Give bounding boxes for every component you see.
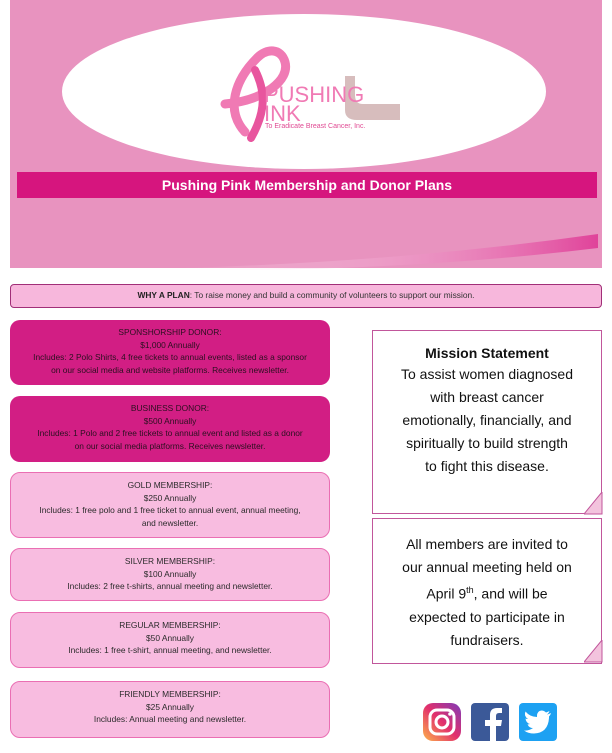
plan-includes: Includes: Annual meeting and newsletter. bbox=[93, 714, 247, 724]
plan-price: $250 Annually bbox=[143, 492, 197, 503]
mission-line: spiritually to build strength bbox=[406, 435, 568, 451]
mission-line: to fight this disease. bbox=[425, 458, 549, 474]
plan-includes: Includes: 1 free polo and 1 free ticket to annual event, annual meeting, bbox=[39, 505, 301, 515]
plan-card-business bbox=[10, 396, 330, 462]
mission-statement-box bbox=[372, 330, 602, 514]
plan-includes: and newsletter. bbox=[141, 517, 199, 528]
plan-includes: on our social media and website platforms. Receives newsletter. bbox=[51, 364, 289, 375]
decorative-swoosh bbox=[180, 226, 600, 276]
page-title: Pushing Pink Membership and Donor Plans bbox=[161, 177, 453, 193]
plan-price: $500 Annually bbox=[143, 415, 197, 426]
plan-includes: Includes: 2 Polo Shirts, 4 free tickets to annual events, listed as a sponsor bbox=[33, 352, 307, 362]
plan-card-gold bbox=[10, 472, 330, 538]
facebook-icon[interactable] bbox=[470, 702, 510, 742]
plan-card-silver bbox=[10, 548, 330, 601]
instagram-icon[interactable] bbox=[422, 702, 462, 742]
plan-card-sponsorship bbox=[10, 320, 330, 385]
plan-name: FRIENDLY MEMBERSHIP: bbox=[119, 689, 221, 699]
plan-includes: Includes: 2 free t-shirts, annual meeting and newsletter. bbox=[67, 581, 273, 591]
invite-line: All members are invited to bbox=[406, 536, 568, 552]
twitter-icon[interactable] bbox=[518, 702, 558, 742]
page-curl-icon bbox=[584, 640, 604, 664]
plan-price: $50 Annually bbox=[146, 632, 194, 643]
plan-includes: Includes: 1 free t-shirt, annual meeting, and newsletter. bbox=[68, 645, 272, 655]
mission-line: emotionally, financially, and bbox=[402, 412, 572, 428]
plan-includes: on our social media platforms. Receives newsletter. bbox=[74, 440, 266, 451]
logo-text-ink: INK bbox=[264, 101, 301, 126]
mission-title: Mission Statement bbox=[425, 345, 549, 361]
why-a-plan-box bbox=[10, 284, 602, 308]
invite-line: April 9th, and will be bbox=[426, 585, 548, 602]
invite-line: expected to participate in bbox=[409, 608, 565, 625]
plan-name: SILVER MEMBERSHIP: bbox=[124, 556, 216, 566]
logo-text-pushing: PUSHING bbox=[264, 82, 365, 107]
plan-includes: Includes: 1 Polo and 2 free tickets to annual event and listed as a donor bbox=[37, 428, 303, 438]
mission-line: To assist women diagnosed bbox=[401, 366, 573, 382]
plan-price: $1,000 Annually bbox=[140, 339, 200, 350]
why-text: : To raise money and build a community of volunteers to support our mission. bbox=[189, 290, 475, 300]
why-label: WHY A PLAN bbox=[137, 290, 190, 300]
mission-text bbox=[373, 363, 601, 478]
plan-price: $100 Annually bbox=[143, 568, 197, 579]
annual-meeting-box bbox=[372, 518, 602, 664]
page-curl-icon bbox=[584, 492, 604, 516]
plan-card-friendly bbox=[10, 681, 330, 738]
invite-line: our annual meeting held on bbox=[402, 559, 572, 575]
plan-name: SPONSHORSHIP DONOR: bbox=[118, 327, 222, 337]
mission-line: with breast cancer bbox=[430, 389, 544, 405]
plan-price: $25 Annually bbox=[146, 701, 194, 712]
plan-name: BUSINESS DONOR: bbox=[130, 403, 210, 413]
plan-card-regular bbox=[10, 612, 330, 668]
plan-name: REGULAR MEMBERSHIP: bbox=[119, 620, 221, 630]
logo-tagline: To Eradicate Breast Cancer, Inc. bbox=[265, 123, 366, 130]
invite-line: fundraisers. bbox=[450, 631, 524, 648]
title-bar bbox=[17, 172, 597, 198]
pushing-pink-logo bbox=[195, 40, 415, 145]
plan-name: GOLD MEMBERSHIP: bbox=[127, 480, 213, 490]
